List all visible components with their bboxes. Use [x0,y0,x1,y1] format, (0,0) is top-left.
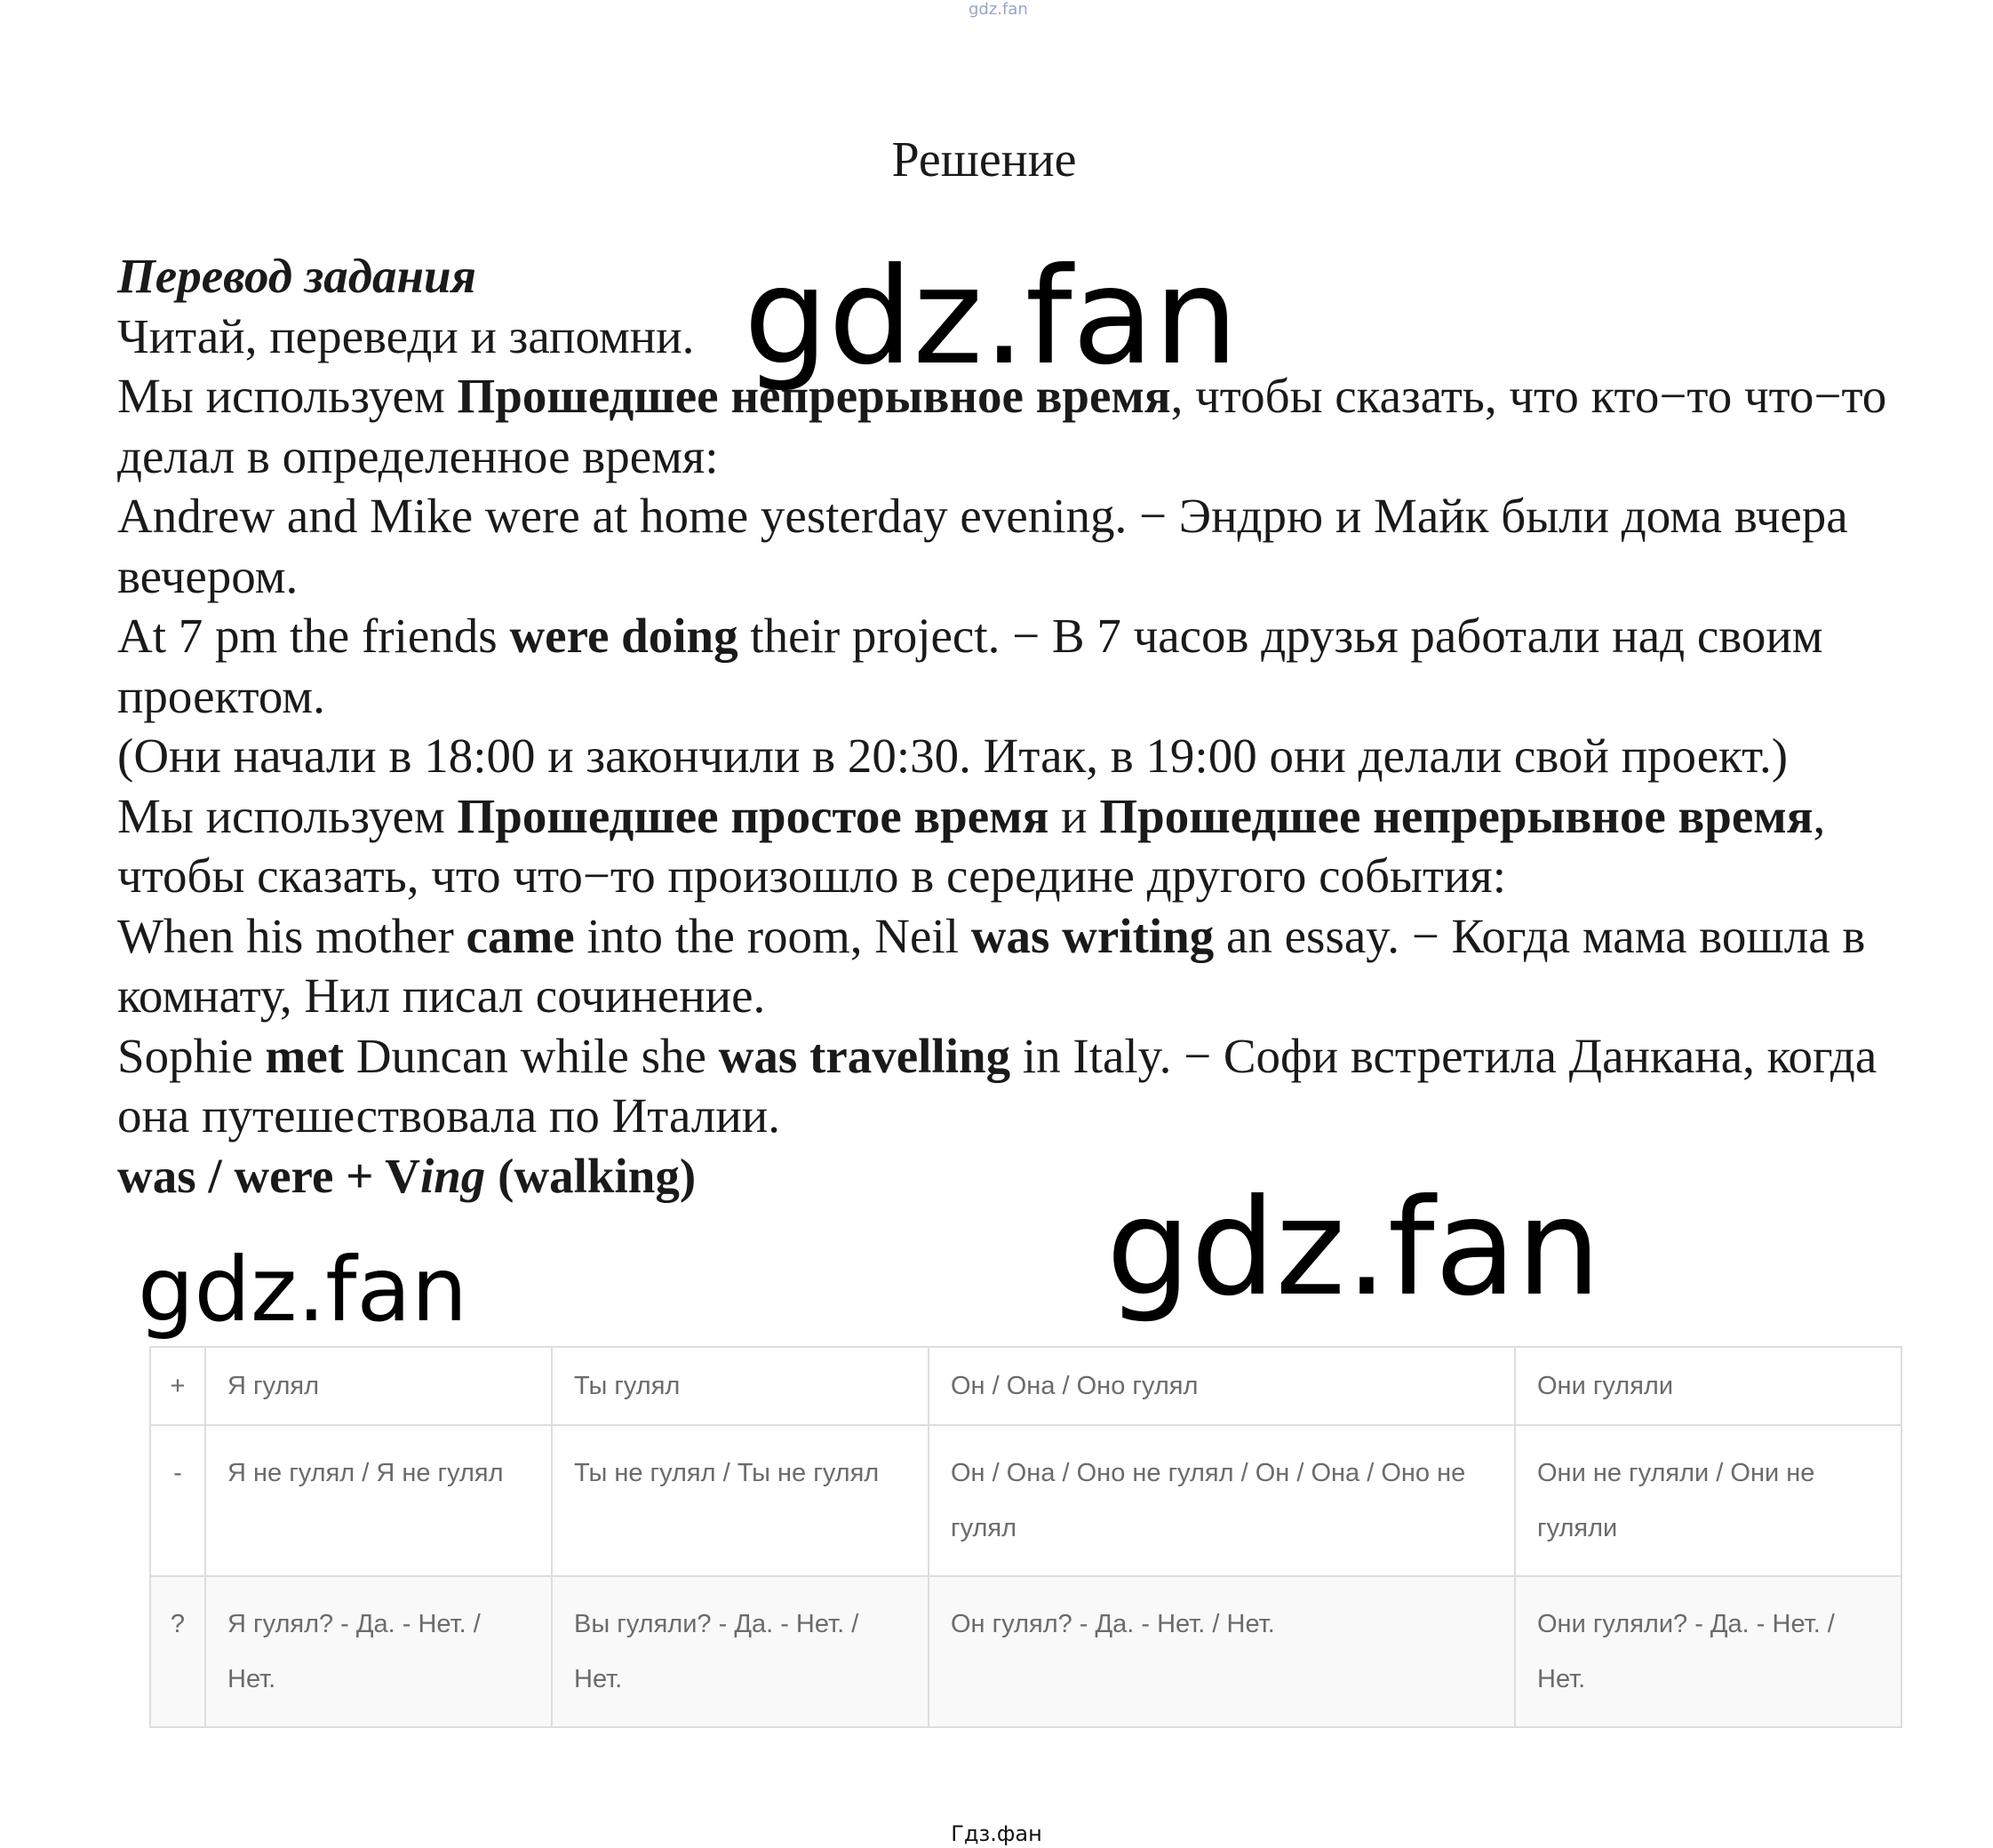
table-row-question [150,1576,1901,1727]
text-run: , чтобы сказать, что кто−то что−то делал в определенное время: [117,369,1887,483]
bold-term: was writing [970,908,1215,963]
page-footer: Гдз.фан [951,1821,1042,1846]
table-cell: Ты не гулял / Ты не гулял [552,1425,929,1576]
paragraph-example-4 [117,1026,1894,1146]
formula-part: (walking) [485,1148,697,1203]
text-run: и [1048,788,1100,843]
top-watermark: gdz.fan [969,0,1028,19]
watermark-gdz-fan: gdz.fan [744,240,1239,394]
table-cell: Я гулял? - Да. - Нет. / Нет. [205,1576,552,1727]
table-cell: Он / Она / Оно не гулял / Он / Она / Оно не гулял [929,1425,1515,1576]
table-cell: Ты гулял [552,1347,929,1425]
row-sign: ? [150,1576,205,1727]
bold-term: met [265,1028,345,1083]
table-cell: Они не гуляли / Они не гуляли [1515,1425,1901,1576]
text-run: Sophie [117,1028,266,1083]
text-run: Мы используем [117,369,458,423]
text-run: in Italy. − Софи встретила Данкана, когда она путешествовала по Италии. [117,1028,1877,1143]
paragraph-example-2 [117,606,1894,726]
table-cell: Я гулял [205,1347,552,1425]
table-cell: Он / Она / Оно гулял [929,1347,1515,1425]
paragraph-explanation: (Они начали в 18:00 и закончили в 20:30. Итак, в 19:00 они делали свой проект.) [117,729,1789,783]
text-run: their project. − В 7 часов друзья работали над своим проектом. [117,609,1823,723]
text-run: Duncan while she [344,1028,719,1083]
bold-term: were doing [509,609,738,663]
table-row-affirmative [150,1347,1901,1425]
table-row-negative [150,1425,1901,1576]
table-cell: Они гуляли? - Да. - Нет. / Нет. [1515,1576,1901,1727]
paragraph-example-1: Andrew and Mike were at home yesterday evening. − Эндрю и Майк были дома вчера вечером. [117,489,1848,603]
text-run: into the room, Neil [574,908,971,963]
bold-term: was travelling [718,1028,1011,1083]
table-cell: Они гуляли [1515,1347,1901,1425]
formula-part: was / were + V [117,1148,420,1203]
paragraph-instruction: Читай, переведи и запомни. [117,308,695,363]
bold-term: came [466,908,575,963]
paragraph-example-3 [117,906,1894,1026]
text-run: At 7 pm the friends [117,609,510,663]
text-run: Мы используем [117,788,458,843]
bold-term: Прошедшее непрерывное время [457,369,1171,423]
formula-ing: ing [419,1148,486,1203]
row-sign: - [150,1425,205,1576]
bold-term: Прошедшее непрерывное время [1099,788,1814,843]
conjugation-table [149,1346,1902,1728]
text-run: When his mother [117,908,466,963]
page-title: Решение [891,132,1077,187]
section-heading: Перевод задания [117,249,476,303]
paragraph-formula [117,1146,1894,1207]
text-run: an essay. − Когда мама вошла в комнату, Нил писал сочинение. [117,908,1866,1023]
paragraph-combined-rule [117,786,1894,906]
table-cell: Вы гуляли? - Да. - Нет. / Нет. [552,1576,929,1727]
bold-term: Прошедшее простое время [457,788,1049,843]
table-cell: Он гулял? - Да. - Нет. / Нет. [929,1576,1515,1727]
row-sign: + [150,1347,205,1425]
watermark-gdz-fan: gdz.fan [1106,1171,1601,1326]
text-run: , чтобы сказать, что что−то произошло в середине другого события: [117,788,1826,903]
watermark-gdz-fan: gdz.fan [138,1238,468,1342]
table-cell: Я не гулял / Я не гулял [205,1425,552,1576]
